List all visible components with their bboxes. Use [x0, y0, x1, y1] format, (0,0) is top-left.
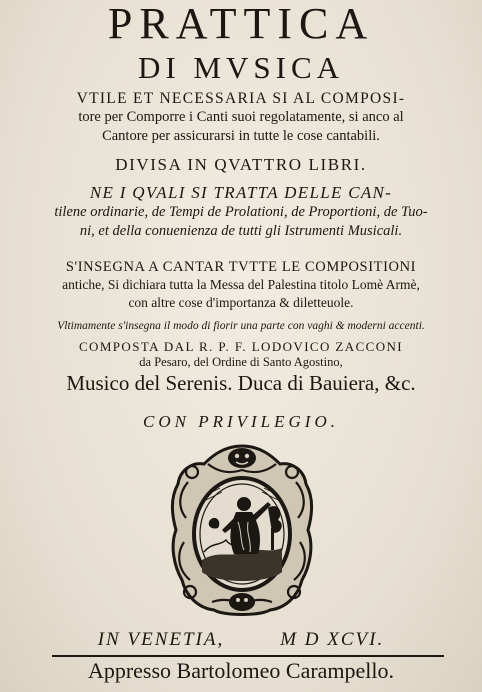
insegna-line-2: antiche, Si dichiara tutta la Messa del Palestina titolo Lomè Armè,	[62, 277, 420, 292]
divisa-heading: DIVISA IN QVATTRO LIBRI.	[115, 155, 367, 174]
musico-line: Musico del Serenis. Duca di Bauiera, &c.	[66, 371, 416, 395]
contents-line-3: ni, et della conuenienza de tutti gli Istrumenti Musicali.	[79, 223, 403, 239]
imprint-year: M D XCVI.	[280, 629, 385, 650]
author-line-2: da Pesaro, del Ordine di Santo Agostino,	[139, 355, 343, 369]
printers-device-woodcut-icon	[168, 442, 316, 618]
contents-line-1: NE I QVALI SI TRATTA DELLE CAN-	[89, 183, 393, 202]
author-line-1: COMPOSTA DAL R. P. F. LODOVICO ZACCONI	[78, 339, 404, 354]
main-title-prattica: PRATTICA	[107, 0, 375, 48]
privilegio-line: CON PRIVILEGIO.	[143, 412, 339, 431]
imprint-printer: Appresso Bartolomeo Carampello.	[87, 658, 395, 683]
subtitle-line-2: tore per Comporre i Canti suoi regolatamente, si anco al	[78, 109, 404, 125]
ultimamente-line: Vltimamente s'insegna il modo di fiorir una parte con vaghi & moderni accenti.	[57, 320, 425, 332]
insegna-line-3: con altre cose d'importanza & diletteuole.	[128, 295, 354, 310]
imprint-rule	[52, 655, 444, 657]
imprint-place-date	[0, 630, 482, 649]
subtitle-line-1: VTILE ET NECESSARIA SI AL COMPOSI-	[76, 90, 406, 107]
contents-line-2: tilene ordinarie, de Tempi de Prolationi, de Proportioni, de Tuo-	[54, 204, 428, 220]
imprint-place: IN VENETIA,	[97, 629, 225, 650]
subtitle-line-3: Cantore per assicurarsi in tutte le cose cantabili.	[102, 128, 380, 144]
insegna-line-1: S'INSEGNA A CANTAR TVTTE LE COMPOSITIONI	[65, 259, 417, 275]
main-title-di-musica: DI MVSICA	[137, 50, 345, 85]
